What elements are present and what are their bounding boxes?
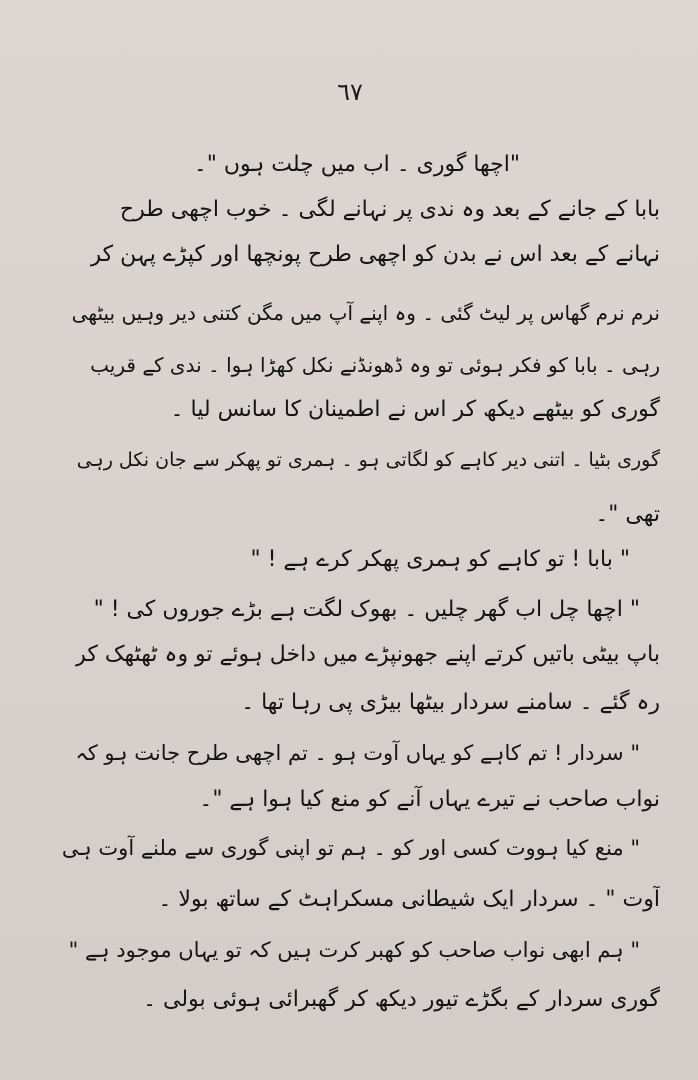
text-line: تھی "۔ xyxy=(595,502,660,527)
text-line: باپ بیٹی باتیں کرتے اپنے جھونپڑے میں داخل ہوئے تو وہ ٹھٹھک کر xyxy=(75,642,660,667)
text-line: " منع کیا ہووت کسی اور کو ۔ ہم تو اپنی گوری سے ملنے آوت ہی xyxy=(61,836,640,860)
text-line: " ہم ابھی نواب صاحب کو کھبر کرت ہیں کہ تو یہاں موجود ہے " xyxy=(68,938,640,962)
text-line: گوری سردار کے بگڑے تیور دیکھ کر گھبرائی ہوئی بولی ۔ xyxy=(143,987,660,1012)
text-line: گوری بٹیا ۔ اتنی دیر کاہے کو لگاتی ہو ۔ ہمری تو پھکر سے جان نکل رہی xyxy=(76,449,660,471)
text-line: "اچھا گوری ۔ اب میں چلت ہوں "۔ xyxy=(193,152,520,177)
text-line: نواب صاحب نے تیرے یہاں آنے کو منع کیا ہوا ہے "۔ xyxy=(199,787,660,812)
text-line: " بابا ! تو کاہے کو ہمری پھکر کرے ہے ! " xyxy=(250,547,630,572)
page-number: ٦٧ xyxy=(337,78,363,106)
text-line: نرم نرم گھاس پر لیٹ گئی ۔ وہ اپنے آپ میں مگن کتنی دیر وہیں بیٹھی xyxy=(71,301,660,325)
text-line: گوری کو بیٹھے دیکھ کر اس نے اطمینان کا سانس لیا ۔ xyxy=(170,397,660,422)
text-line: رہ گئے ۔ سامنے سردار بیٹھا بیڑی پی رہا تھا ۔ xyxy=(241,690,660,715)
text-line: " اچھا چل اب گھر چلیں ۔ بھوک لگت ہے بڑے جوروں کی ! " xyxy=(93,597,640,622)
text-line: بابا کے جانے کے بعد وہ ندی پر نہانے لگی ۔ خوب اچھی طرح xyxy=(119,197,660,222)
text-line: " سردار ! تم کاہے کو یہاں آوت ہو ۔ تم اچھی طرح جانت ہو کہ xyxy=(75,741,640,765)
text-line: نہانے کے بعد اس نے بدن کو اچھی طرح پونچھا اور کپڑے پہن کر xyxy=(90,242,660,267)
text-line: آوت " ۔ سردار ایک شیطانی مسکراہٹ کے ساتھ بولا ۔ xyxy=(158,887,660,912)
text-line: رہی ۔ بابا کو فکر ہوئی تو وہ ڈھونڈنے نکل کھڑا ہوا ۔ ندی کے قریب xyxy=(90,353,660,377)
